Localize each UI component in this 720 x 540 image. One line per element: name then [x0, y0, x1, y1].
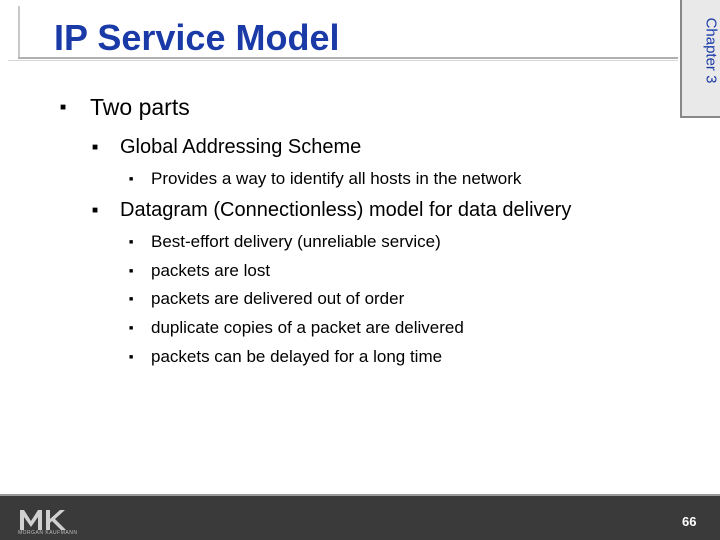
- bullet-level3: duplicate copies of a packet are delivered: [151, 318, 464, 337]
- bullet-level3: Provides a way to identify all hosts in the network: [151, 169, 522, 188]
- bullet-level3: packets are delivered out of order: [151, 289, 405, 308]
- bullet-icon: ■: [92, 205, 99, 216]
- bullet-icon: ■: [60, 102, 67, 113]
- footer-bar: [0, 494, 720, 540]
- frame-line-vertical: [18, 6, 20, 58]
- bullet-icon: ■: [129, 176, 134, 183]
- slide-title: IP Service Model: [54, 17, 340, 58]
- bullet-icon: ■: [129, 354, 134, 361]
- title-underline-secondary: [8, 60, 678, 61]
- bullet-level2: Global Addressing Scheme: [120, 136, 362, 158]
- bullet-level2: Datagram (Connectionless) model for data delivery: [120, 199, 572, 221]
- chapter-tab-label: Chapter 3: [702, 17, 720, 84]
- bullet-icon: ■: [129, 268, 134, 275]
- bullet-icon: ■: [129, 239, 134, 246]
- bullet-level1: Two parts: [90, 94, 190, 120]
- bullet-icon: ■: [92, 142, 99, 153]
- bullet-level3: packets are lost: [151, 261, 271, 280]
- bullet-icon: ■: [129, 325, 134, 332]
- footer-divider: [0, 494, 720, 496]
- bullet-level3: packets can be delayed for a long time: [151, 347, 443, 366]
- bullet-icon: ■: [129, 296, 134, 303]
- page-number: 66: [682, 514, 697, 529]
- bullet-level3: Best-effort delivery (unreliable service): [151, 232, 441, 251]
- logo-caption: MORGAN KAUFMANN: [18, 530, 78, 536]
